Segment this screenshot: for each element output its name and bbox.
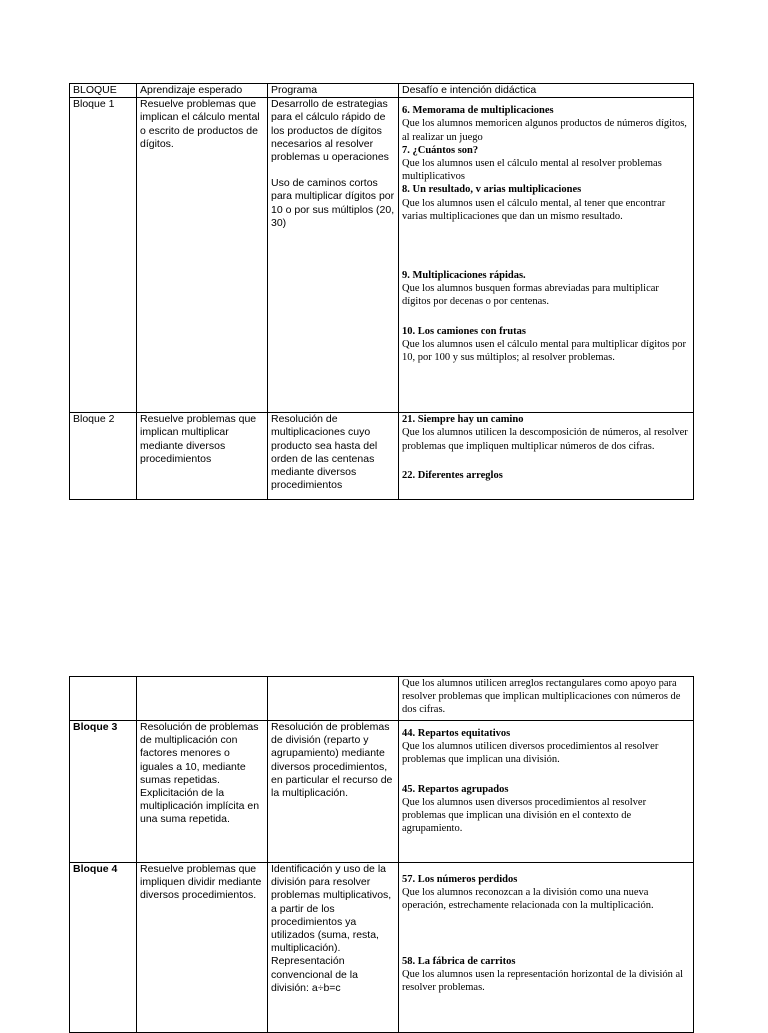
bloque-label: Bloque 1: [70, 98, 137, 413]
desafio-text: Que los alumnos usen el cálculo mental para multiplicar dígitos por 10, por 100 y sus múltiplos; al resolver problemas.: [402, 338, 687, 364]
bloque-label: Bloque 4: [70, 863, 137, 1033]
desafio-text: Que los alumnos busquen formas abreviadas para multiplicar dígitos por decenas o por centenas.: [402, 283, 659, 308]
desafio-text: Que los alumnos usen diversos procedimientos al resolver problemas que implican una división en el contexto de agrupamiento.: [402, 796, 647, 835]
programa-cell: Identificación y uso de la división para resolver problemas multiplicativos, a partir de los procedimientos ya utilizados (suma, resta, multiplicación). Representación convencional de la división: a÷b=c: [268, 863, 399, 1033]
desafio-continuation: Que los alumnos utilicen arreglos rectangulares como apoyo para resolver problemas que implican multiplicaciones con números de dos cifras.: [399, 677, 694, 721]
programa-text: Desarrollo de estrategias para el cálculo rápido de los productos de dígitos necesarios al resolver problemas u operaciones: [271, 98, 389, 164]
header-desafio: Desafío e intención didáctica: [399, 84, 694, 98]
table-row-bloque-1: [70, 98, 694, 413]
desafio-cell: [399, 413, 694, 500]
desafio-title: 10. Los camiones con frutas: [402, 325, 526, 337]
programa-cell: Resolución de problemas de división (reparto y agrupamiento) mediante diversos procedimientos, en particular el recurso de la multiplicación.: [268, 721, 399, 863]
planning-table-1: [69, 83, 694, 500]
programa-text: Uso de caminos cortos para multiplicar dígitos por 10 o por sus múltiplos (20, 30): [271, 177, 395, 229]
empty-cell: [137, 677, 268, 721]
header-programa: Programa: [268, 84, 399, 98]
aprendizaje-cell: Resuelve problemas que implican el cálculo mental o escrito de productos de dígitos.: [137, 98, 268, 413]
desafio-text: Que los alumnos usen el cálculo mental, al tener que encontrar varias multiplicaciones que dan un mismo resultado.: [402, 197, 666, 222]
desafio-cell: [399, 863, 694, 1033]
desafio-title: 45. Repartos agrupados: [402, 783, 509, 795]
desafio-title: 6. Memorama de multiplicaciones: [402, 105, 554, 117]
table-row-bloque-2: [70, 413, 694, 500]
bloque-label: Bloque 3: [70, 721, 137, 863]
aprendizaje-cell: Resolución de problemas de multiplicación con factores menores o iguales a 10, mediante sumas repetidas. Explicitación de la multiplicación implícita en una suma repetida.: [137, 721, 268, 863]
header-bloque: BLOQUE: [70, 84, 137, 98]
table-row-bloque-4: [70, 863, 694, 1033]
desafio-text: Que los alumnos memoricen algunos productos de números dígitos, al realizar un juego: [402, 118, 687, 143]
desafio-title: 8. Un resultado, v arias multiplicaciones: [402, 184, 582, 196]
desafio-title: 58. La fábrica de carritos: [402, 955, 516, 967]
desafio-cell: [399, 721, 694, 863]
desafio-title: 21. Siempre hay un camino: [402, 414, 524, 426]
table-row-bloque-3: [70, 721, 694, 863]
header-aprendizaje: Aprendizaje esperado: [137, 84, 268, 98]
desafio-title: 7. ¿Cuántos son?: [402, 144, 479, 156]
desafio-title: 9. Multiplicaciones rápidas.: [402, 270, 526, 282]
empty-cell: [268, 677, 399, 721]
desafio-title: 44. Repartos equitativos: [402, 728, 511, 739]
table-header-row: [70, 84, 694, 98]
empty-cell: [70, 677, 137, 721]
planning-table-2: [69, 676, 694, 1033]
desafio-text: Que los alumnos usen la representación horizontal de la división al resolver problemas.: [402, 968, 684, 994]
desafio-text: Que los alumnos reconozcan a la división como una nueva operación, estrechamente relacionada con la multiplicación.: [402, 887, 654, 912]
desafio-text: Que los alumnos utilicen diversos procedimientos al resolver problemas que implican una división.: [402, 741, 659, 766]
desafio-title: 57. Los números perdidos: [402, 874, 518, 885]
bloque-label: Bloque 2: [70, 413, 137, 500]
aprendizaje-cell: Resuelve problemas que implican multiplicar mediante diversos procedimientos: [137, 413, 268, 500]
desafio-cell: [399, 98, 694, 413]
programa-cell: Resolución de multiplicaciones cuyo producto sea hasta del orden de las centenas mediante diversos procedimientos: [268, 413, 399, 500]
desafio-title: 22. Diferentes arreglos: [402, 469, 503, 481]
programa-cell: [268, 98, 399, 413]
aprendizaje-cell: Resuelve problemas que impliquen dividir mediante diversos procedimientos.: [137, 863, 268, 1033]
desafio-text: Que los alumnos utilicen la descomposición de números, al resolver problemas que impliquen multiplicar números de dos cifras.: [402, 427, 688, 452]
table-row-continuation: [70, 677, 694, 721]
desafio-text: Que los alumnos usen el cálculo mental al resolver problemas multiplicativos: [402, 158, 662, 183]
